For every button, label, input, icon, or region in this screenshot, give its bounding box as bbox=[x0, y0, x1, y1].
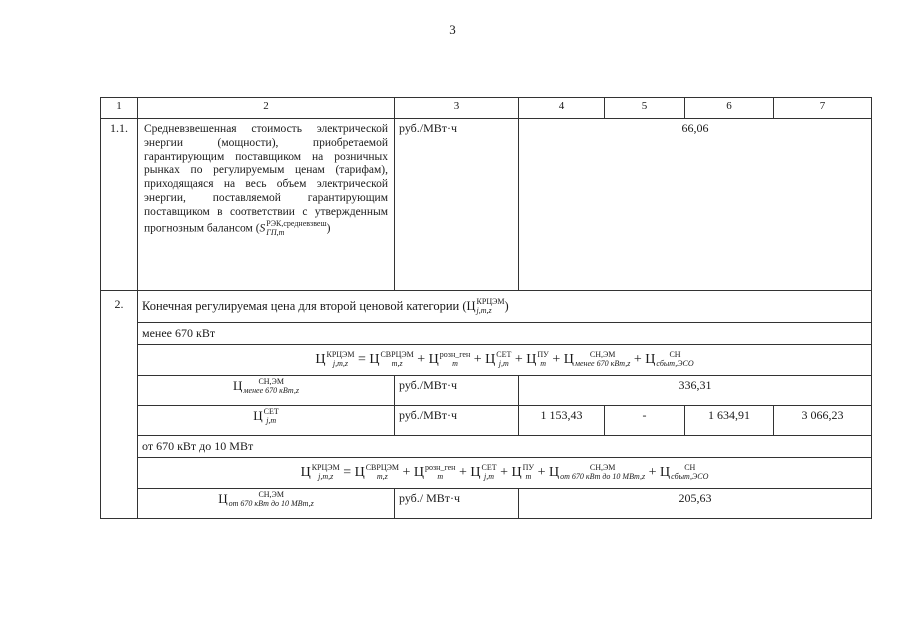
sub1-set-value-6: 1 634,91 bbox=[685, 406, 774, 436]
sub1-formula: Ц КРЦЭМ j,m,z = Ц СВРЦЭМ m,z + Ц розн_ген m + Ц СЕТ j,m + Ц ПУ m + Ц СН,ЭМ менее 670 кВт,z + Ц СН сбыт,ЭСО bbox=[138, 345, 872, 376]
col-header-5: 5 bbox=[605, 98, 685, 119]
row-number: 1.1. bbox=[101, 119, 138, 291]
row-number: 2. bbox=[101, 291, 138, 519]
sub2-label: от 670 кВт до 10 МВт bbox=[138, 436, 872, 458]
sub1-label: менее 670 кВт bbox=[138, 323, 872, 345]
sub1-sn-unit: руб./МВт·ч bbox=[395, 376, 519, 406]
sub1-set-unit: руб./МВт·ч bbox=[395, 406, 519, 436]
col-header-3: 3 bbox=[395, 98, 519, 119]
row-1-1 bbox=[101, 119, 872, 291]
col-header-1: 1 bbox=[101, 98, 138, 119]
sub1-formula-row bbox=[101, 345, 872, 376]
row-2-title bbox=[101, 291, 872, 323]
sub2-sn-value: 205,63 bbox=[519, 489, 872, 519]
page-number: 3 bbox=[449, 22, 456, 37]
header-row bbox=[101, 98, 872, 119]
row-description: Средневзвешенная стоимость электрической энергии (мощности), приобретаемой гарантирующим поставщиком на розничных рынках по регулируемым ценам (тарифам), приходящаяся на весь объем электрической энергии, поставляемой гарантирующим поставщиком в соответствии с утвержденным прогнозным балансом (S РЭК,средневзвеш ГП,m ) bbox=[138, 119, 395, 291]
col-header-6: 6 bbox=[685, 98, 774, 119]
sub2-sn-unit: руб./ МВт·ч bbox=[395, 489, 519, 519]
sub2-label-row bbox=[101, 436, 872, 458]
sub2-formula-row bbox=[101, 458, 872, 489]
row-title: Конечная регулируемая цена для второй ценовой категории (Ц КРЦЭМ j,m,z ) bbox=[138, 291, 872, 323]
sub1-set-row bbox=[101, 406, 872, 436]
sub2-formula: Ц КРЦЭМ j,m,z = Ц СВРЦЭМ m,z + Ц розн_ген m + Ц СЕТ j,m + Ц ПУ m + Ц СН,ЭМ от 670 кВт до 10 МВт,z + Ц СН сбыт,ЭСО bbox=[138, 458, 872, 489]
sub1-set-value-5: - bbox=[605, 406, 685, 436]
sub2-sn-symbol: Ц СН,ЭМ от 670 кВт до 10 МВт,z bbox=[138, 489, 395, 519]
sub1-sn-value: 336,31 bbox=[519, 376, 872, 406]
sub2-sn-row bbox=[101, 489, 872, 519]
col-header-4: 4 bbox=[519, 98, 605, 119]
col-header-7: 7 bbox=[774, 98, 872, 119]
sub1-sn-symbol: Ц СН,ЭМ менее 670 кВт,z bbox=[138, 376, 395, 406]
sub1-label-row bbox=[101, 323, 872, 345]
sub1-sn-row bbox=[101, 376, 872, 406]
col-header-2: 2 bbox=[138, 98, 395, 119]
sub1-set-value-7: 3 066,23 bbox=[774, 406, 872, 436]
sub1-set-symbol: Ц СЕТ j,m bbox=[138, 406, 395, 436]
tariff-table bbox=[100, 97, 872, 519]
row-unit: руб./МВт·ч bbox=[395, 119, 519, 291]
row-value: 66,06 bbox=[519, 119, 872, 291]
sub1-set-value-4: 1 153,43 bbox=[519, 406, 605, 436]
